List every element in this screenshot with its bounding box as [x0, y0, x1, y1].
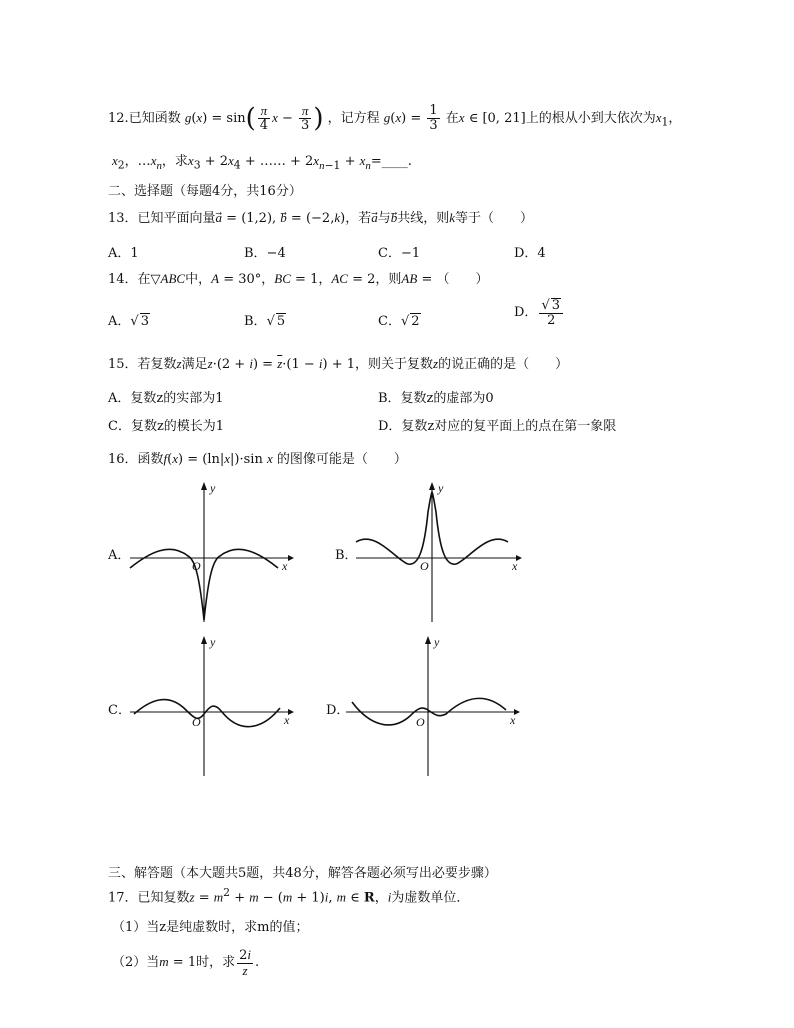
origin-label: O	[192, 559, 201, 573]
axis-x-label: x	[282, 559, 288, 573]
q12-post1: 在	[445, 111, 459, 126]
q15-option-a[interactable]: A．复数z的实部为1	[108, 391, 224, 406]
q17-stem: 17．已知复数$z = m^2 + m - (m + 1)i$, m ∈ R，i为虚数单位．	[108, 886, 470, 906]
q14-option-d[interactable]: D． $\frac{√ 3}{2}$	[514, 298, 565, 327]
q16-graph-label-a[interactable]: A．	[108, 548, 131, 563]
axis-y-label: y	[210, 635, 216, 649]
axis-y-label: y	[210, 481, 216, 495]
q16-graph-label-c[interactable]: C．	[108, 703, 131, 718]
axis-y-label: y	[438, 481, 444, 495]
section3-title: 三、解答题（本大题共5题，共48分，解答各题必须写出必要步骤）	[108, 866, 497, 881]
q15-stem: 15．若复数z满足$z\cdot(2 + i) = \overline{z}\cdot(1 - i) + 1$，则关于复数z的说正确的是（ ）	[108, 356, 569, 372]
q14-option-a[interactable]: A．√ 3	[108, 314, 149, 329]
q14-option-b[interactable]: B．√ 5	[244, 314, 286, 329]
origin-label: O	[420, 559, 429, 573]
origin-label: O	[192, 715, 201, 729]
q14-option-c[interactable]: C．√ 2	[378, 314, 420, 329]
q15-option-d[interactable]: D．复数z对应的复平面上的点在第一象限	[378, 419, 617, 434]
axis-x-label: x	[512, 559, 518, 573]
q12-blank: =____.	[370, 154, 412, 169]
q13-option-a[interactable]: A．1	[108, 246, 139, 261]
q15-option-b[interactable]: B．复数z的虚部为0	[378, 391, 494, 406]
q12-number: 12.	[108, 111, 129, 126]
q16-graph-b[interactable]	[356, 482, 556, 622]
axis-y-label: y	[434, 635, 440, 649]
q16-graph-a[interactable]	[130, 482, 320, 622]
q16-graph-label-b[interactable]: B．	[335, 548, 358, 563]
q12-function: g	[184, 110, 192, 125]
q12-pre: 已知函数	[128, 111, 181, 126]
q16-graph-label-d[interactable]: D．	[326, 703, 350, 718]
q13-stem: 13．已知平面向量a⃗ = (1,2), b⃗ = (−2,k)，若a与b共线，则k等于（ ）	[108, 210, 534, 226]
section2-title: 二、选择题（每题4分，共16分）	[108, 184, 302, 199]
q12-line2: $x_2$，$\dots x_n$，求$x_3 + 2x_4$ + …… + $2x_{n-1}$ + $x_n=\_\_\_\_$.	[112, 153, 412, 172]
q13-option-c[interactable]: C．−1	[378, 246, 421, 261]
q13-option-b[interactable]: B．−4	[244, 246, 286, 261]
axis-x-label: x	[510, 713, 516, 727]
q16-stem: 16．函数f(x) = (ln|x|)·sin x 的图像可能是（ ）	[108, 451, 407, 467]
q15-option-c[interactable]: C．复数z的模长为1	[108, 419, 225, 434]
q16-graph-d[interactable]	[346, 636, 546, 776]
q13-option-d[interactable]: D．4	[514, 246, 546, 261]
q12-line2-pre: ，求	[161, 154, 188, 169]
q14-stem: 14．在▽ABC中，A = 30°，BC = 1，AC = 2，则AB = （ ）	[108, 271, 489, 287]
q12-line1: 12.已知函数 g(x) = sin( $\frac{\pi}{4}$ x − $\frac{\pi}{3}$ ) ，记方程 g(x) = $\frac{1}{3}$ 在x ∈ [0, 21]上的根从小到大依次为$x_1$，	[108, 103, 682, 134]
q17-part2: （2）当m = 1时，求 $\frac{2i}{z}$ .	[112, 946, 260, 978]
q16-graph-c[interactable]	[130, 636, 320, 776]
q17-part1: （1）当z是纯虚数时，求m的值；	[112, 920, 309, 935]
axis-x-label: x	[284, 713, 290, 727]
q12-mid: ，记方程	[327, 111, 380, 126]
origin-label: O	[416, 715, 425, 729]
q12-post2: 上的根从小到大依次为	[525, 111, 656, 126]
